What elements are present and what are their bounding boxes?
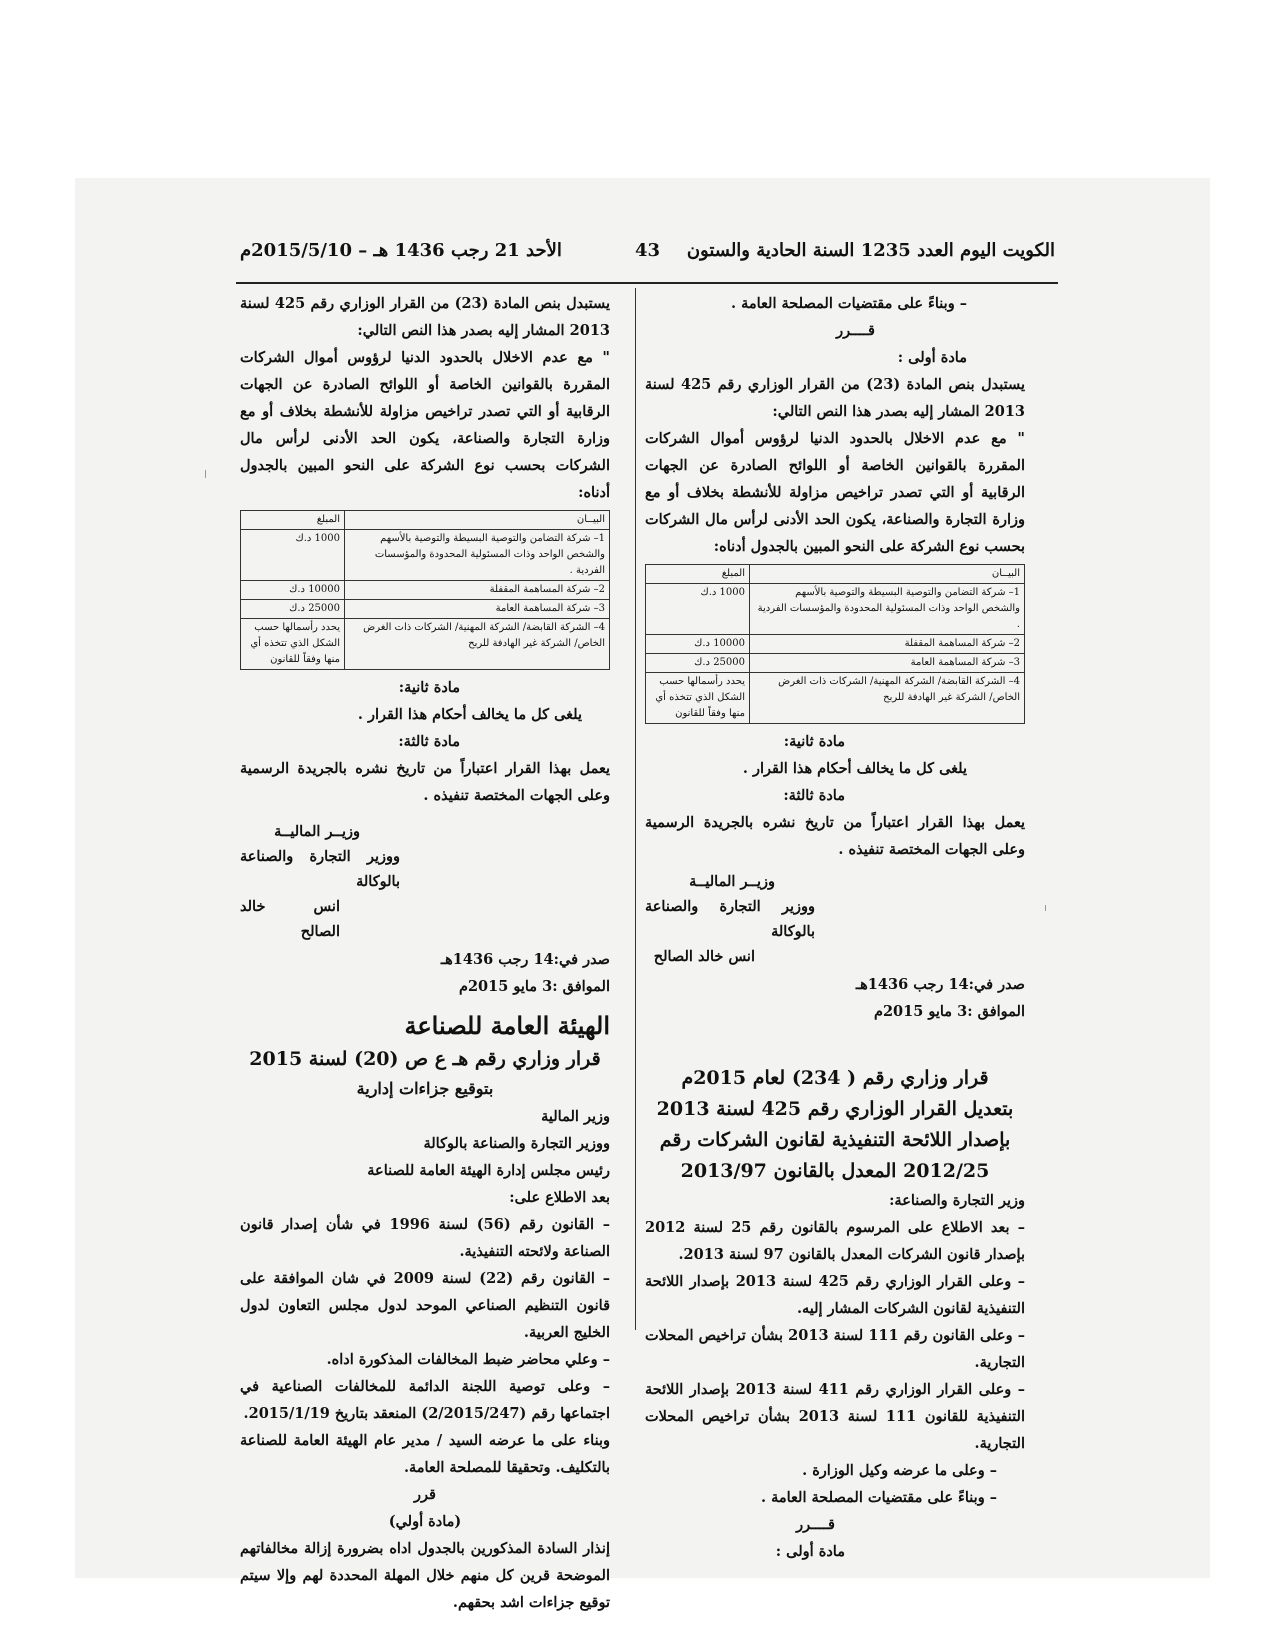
- header-date: الأحد 21 رجب 1436 هـ – 2015/5/10م: [240, 240, 562, 261]
- article-one-label: مادة أولى :: [775, 1543, 845, 1560]
- left-column: [240, 290, 610, 1616]
- decided-heading: قــــرر: [836, 322, 875, 339]
- issuer-line: ووزير التجارة والصناعة بالوكالة: [423, 1135, 610, 1152]
- table-row: [241, 530, 610, 581]
- table-cell-amount: 1000 د.ك: [646, 584, 750, 635]
- column-divider: [635, 288, 636, 1330]
- decided-heading: قرر: [414, 1486, 436, 1503]
- authority-heading: الهيئة العامة للصناعة: [404, 1011, 610, 1040]
- table-cell-amount: 1000 د.ك: [241, 530, 345, 581]
- article-three-label: مادة ثالثة:: [783, 787, 845, 804]
- decided-heading: قــــرر: [796, 1516, 835, 1533]
- signature-title-commerce: ووزير التجارة والصناعة بالوكالة: [240, 848, 400, 890]
- signature-block: [645, 869, 1025, 969]
- capital-requirements-text: " مع عدم الاخلال بالحدود الدنيا لرؤوس أموال الشركات المقررة بالقوانين الخاصة أو اللوائح الصادرة عن الجهات الرقابية أو التي تصدر تراخيص مزاولة للأنشطة بخلاف أو مع وزارة التجارة والصناعة، يكون الحد الأدنى لرأس مال الشركات بحسب نوع الشركة على النحو المبين بالجدول أدناه:: [240, 349, 610, 501]
- table-cell-desc: 3– شركة المساهمة العامة: [750, 654, 1025, 673]
- table-cell-amount: يحدد رأسمالها حسب الشكل الذي تتخذه أي منها وفقاً للقانون: [646, 673, 750, 724]
- consideration-item: – وعلى القرار الوزاري رقم 425 لسنة 2013 بإصدار اللائحة التنفيذية لقانون الشركات المشار إليه.: [645, 1273, 1025, 1317]
- table-row: [241, 581, 610, 600]
- article-one-label: مادة أولى :: [897, 349, 967, 366]
- table-cell-desc: 2– شركة المساهمة المقفلة: [345, 581, 610, 600]
- right-column: [645, 290, 1025, 1565]
- consideration-item: وبناء على ما عرضه السيد / مدير عام الهيئة العامة للصناعة بالتكليف. وتحقيقا للمصلحة العامة.: [240, 1432, 610, 1476]
- table-row: [646, 584, 1025, 635]
- article-three-text: يعمل بهذا القرار اعتباراً من تاريخ نشره بالجريدة الرسمية وعلى الجهات المختصة تنفيذه .: [645, 814, 1025, 858]
- article-one-label: (مادة أولي): [388, 1513, 462, 1530]
- consideration-item: – القانون رقم (56) لسنة 1996 في شأن إصدار قانون الصناعة ولائحته التنفيذية.: [240, 1216, 610, 1260]
- consideration-item: – وعلى توصية اللجنة الدائمة للمخالفات الصناعية في اجتماعها رقم (2/2015/247) المنعقد بتاريخ 2015/1/19.: [240, 1378, 610, 1422]
- minister-label: وزير التجارة والصناعة:: [889, 1192, 1025, 1209]
- decision-title-line: 2012/25 المعدل بالقانون 2013/97: [680, 1160, 990, 1182]
- consideration-item: – وعلى القانون رقم 111 لسنة 2013 بشأن تراخيص المحلات التجارية.: [645, 1327, 1025, 1371]
- article-two-text: يلغى كل ما يخالف أحكام هذا القرار .: [742, 760, 967, 777]
- table-header-amount: المبلغ: [646, 565, 750, 584]
- table-header-desc: البيــان: [345, 511, 610, 530]
- table-cell-desc: 1– شركة التضامن والتوصية البسيطة والتوصية بالأسهم والشخص الواحد وذات المسئولية المحدودة والمؤسسات الفردية .: [345, 530, 610, 581]
- article-one-text: يستبدل بنص المادة (23) من القرار الوزاري رقم 425 لسنة 2013 المشار إليه بصدر هذا النص التالي:: [240, 295, 610, 339]
- signature-title-commerce: ووزير التجارة والصناعة بالوكالة: [645, 898, 815, 940]
- article-one-text: إنذار السادة المذكورين بالجدول اداه بضرورة إزالة مخالفاتهم الموضحة قرين كل منهم خلال المهلة المحددة لهم وإلا سيتم توقيع جزاءات اشد بحقهم.: [240, 1540, 610, 1611]
- issuer-line: وزير المالية: [541, 1108, 610, 1125]
- table-cell-desc: 4– الشركة القابضة/ الشركة المهنية/ الشركات ذات الغرض الخاص/ الشركة غير الهادفة للربح: [345, 619, 610, 670]
- consideration-item: – بعد الاطلاع على المرسوم بالقانون رقم 25 لسنة 2012 بإصدار قانون الشركات المعدل بالقانون 97 لسنة 2013.: [645, 1219, 1025, 1263]
- signature-title-finance: وزيــر الماليــة: [689, 873, 775, 890]
- consideration-item: – القانون رقم (22) لسنة 2009 في شان الموافقة على قانون التنظيم الصناعي الموحد لدول مجلس التعاون لدول الخليج العربية.: [240, 1270, 610, 1341]
- table-row: [646, 635, 1025, 654]
- table-cell-desc: 1– شركة التضامن والتوصية البسيطة والتوصية بالأسهم والشخص الواحد وذات المسئولية المحدودة والمؤسسات الفردية .: [750, 584, 1025, 635]
- table-cell-desc: 2– شركة المساهمة المقفلة: [750, 635, 1025, 654]
- article-two-text: يلغى كل ما يخالف أحكام هذا القرار .: [357, 706, 582, 723]
- article-three-label: مادة ثالثة:: [398, 733, 460, 750]
- header-rule: [236, 282, 1058, 284]
- article-two-label: مادة ثانية:: [783, 733, 845, 750]
- consideration-item: – وعلي محاضر ضبط المخالفات المذكورة اداه.: [326, 1351, 610, 1368]
- issue-date-hijri: صدر في:14 رجب 1436هـ: [440, 951, 610, 968]
- table-cell-amount: 25000 د.ك: [241, 600, 345, 619]
- signature-title-finance: وزيــر الماليــة: [274, 823, 360, 840]
- public-interest-clause: – وبناءً على مقتضيات المصلحة العامة .: [730, 295, 967, 312]
- table-row: [241, 600, 610, 619]
- capital-table: [240, 510, 610, 670]
- signature-name: انس خالد الصالح: [240, 898, 340, 940]
- decision-title-line: بتوقيع جزاءات إدارية: [356, 1079, 494, 1098]
- table-row: [646, 673, 1025, 724]
- decision-title-line: قرار وزاري رقم ( 234) لعام 2015م: [681, 1067, 989, 1089]
- article-one-text: يستبدل بنص المادة (23) من القرار الوزاري رقم 425 لسنة 2013 المشار إليه بصدر هذا النص التالي:: [645, 376, 1025, 420]
- decision-title-line: بتعديل القرار الوزاري رقم 425 لسنة 2013: [656, 1098, 1014, 1120]
- consideration-item: – وعلى ما عرضه وكيل الوزارة .: [802, 1462, 997, 1479]
- header-issue-info: الكويت اليوم العدد 1235 السنة الحادية والستون: [686, 240, 1055, 261]
- issue-date-gregorian: الموافق :3 مايو 2015م: [873, 1003, 1025, 1020]
- scan-mark: [1045, 905, 1046, 911]
- decision-title-line: بإصدار اللائحة التنفيذية لقانون الشركات رقم: [659, 1129, 1011, 1151]
- considerations-label: بعد الاطلاع على:: [509, 1189, 610, 1206]
- issue-date-gregorian: الموافق :3 مايو 2015م: [458, 978, 610, 995]
- consideration-item: – وعلى القرار الوزاري رقم 411 لسنة 2013 بإصدار اللائحة التنفيذية للقانون 111 لسنة 2013 بشأن تراخيص المحلات التجارية.: [645, 1381, 1025, 1452]
- capital-requirements-text: " مع عدم الاخلال بالحدود الدنيا لرؤوس أموال الشركات المقررة بالقوانين الخاصة أو اللوائح الصادرة عن الجهات الرقابية أو التي تصدر تراخيص مزاولة للأنشطة بخلاف أو مع وزارة التجارة والصناعة، يكون الحد الأدنى لرأس مال الشركات بحسب نوع الشركة على النحو المبين بالجدول أدناه:: [645, 430, 1025, 555]
- table-header-amount: المبلغ: [241, 511, 345, 530]
- issue-date-hijri: صدر في:14 رجب 1436هـ: [855, 976, 1025, 993]
- table-cell-amount: 10000 د.ك: [241, 581, 345, 600]
- table-cell-desc: 3– شركة المساهمة العامة: [345, 600, 610, 619]
- table-header-row: [241, 511, 610, 530]
- table-cell-amount: يحدد رأسمالها حسب الشكل الذي تتخذه أي منها وفقاً للقانون: [241, 619, 345, 670]
- table-header-desc: البيــان: [750, 565, 1025, 584]
- consideration-item: – وبناءً على مقتضيات المصلحة العامة .: [760, 1489, 997, 1506]
- table-row: [646, 654, 1025, 673]
- table-cell-desc: 4– الشركة القابضة/ الشركة المهنية/ الشركات ذات الغرض الخاص/ الشركة غير الهادفة للربح: [750, 673, 1025, 724]
- gazette-header: [240, 240, 1055, 272]
- table-row: [241, 619, 610, 670]
- table-header-row: [646, 565, 1025, 584]
- scan-mark: [205, 470, 206, 478]
- page-number: 43: [634, 240, 660, 261]
- capital-table: [645, 564, 1025, 724]
- decision-title-line: قرار وزاري رقم هـ ع ص (20) لسنة 2015: [249, 1048, 601, 1070]
- article-three-text: يعمل بهذا القرار اعتباراً من تاريخ نشره بالجريدة الرسمية وعلى الجهات المختصة تنفيذه .: [240, 760, 610, 804]
- table-cell-amount: 10000 د.ك: [646, 635, 750, 654]
- signature-block: [240, 819, 610, 944]
- signature-name: انس خالد الصالح: [653, 948, 755, 965]
- article-two-label: مادة ثانية:: [398, 679, 460, 696]
- table-cell-amount: 25000 د.ك: [646, 654, 750, 673]
- issuer-line: رئيس مجلس إدارة الهيئة العامة للصناعة: [367, 1162, 610, 1179]
